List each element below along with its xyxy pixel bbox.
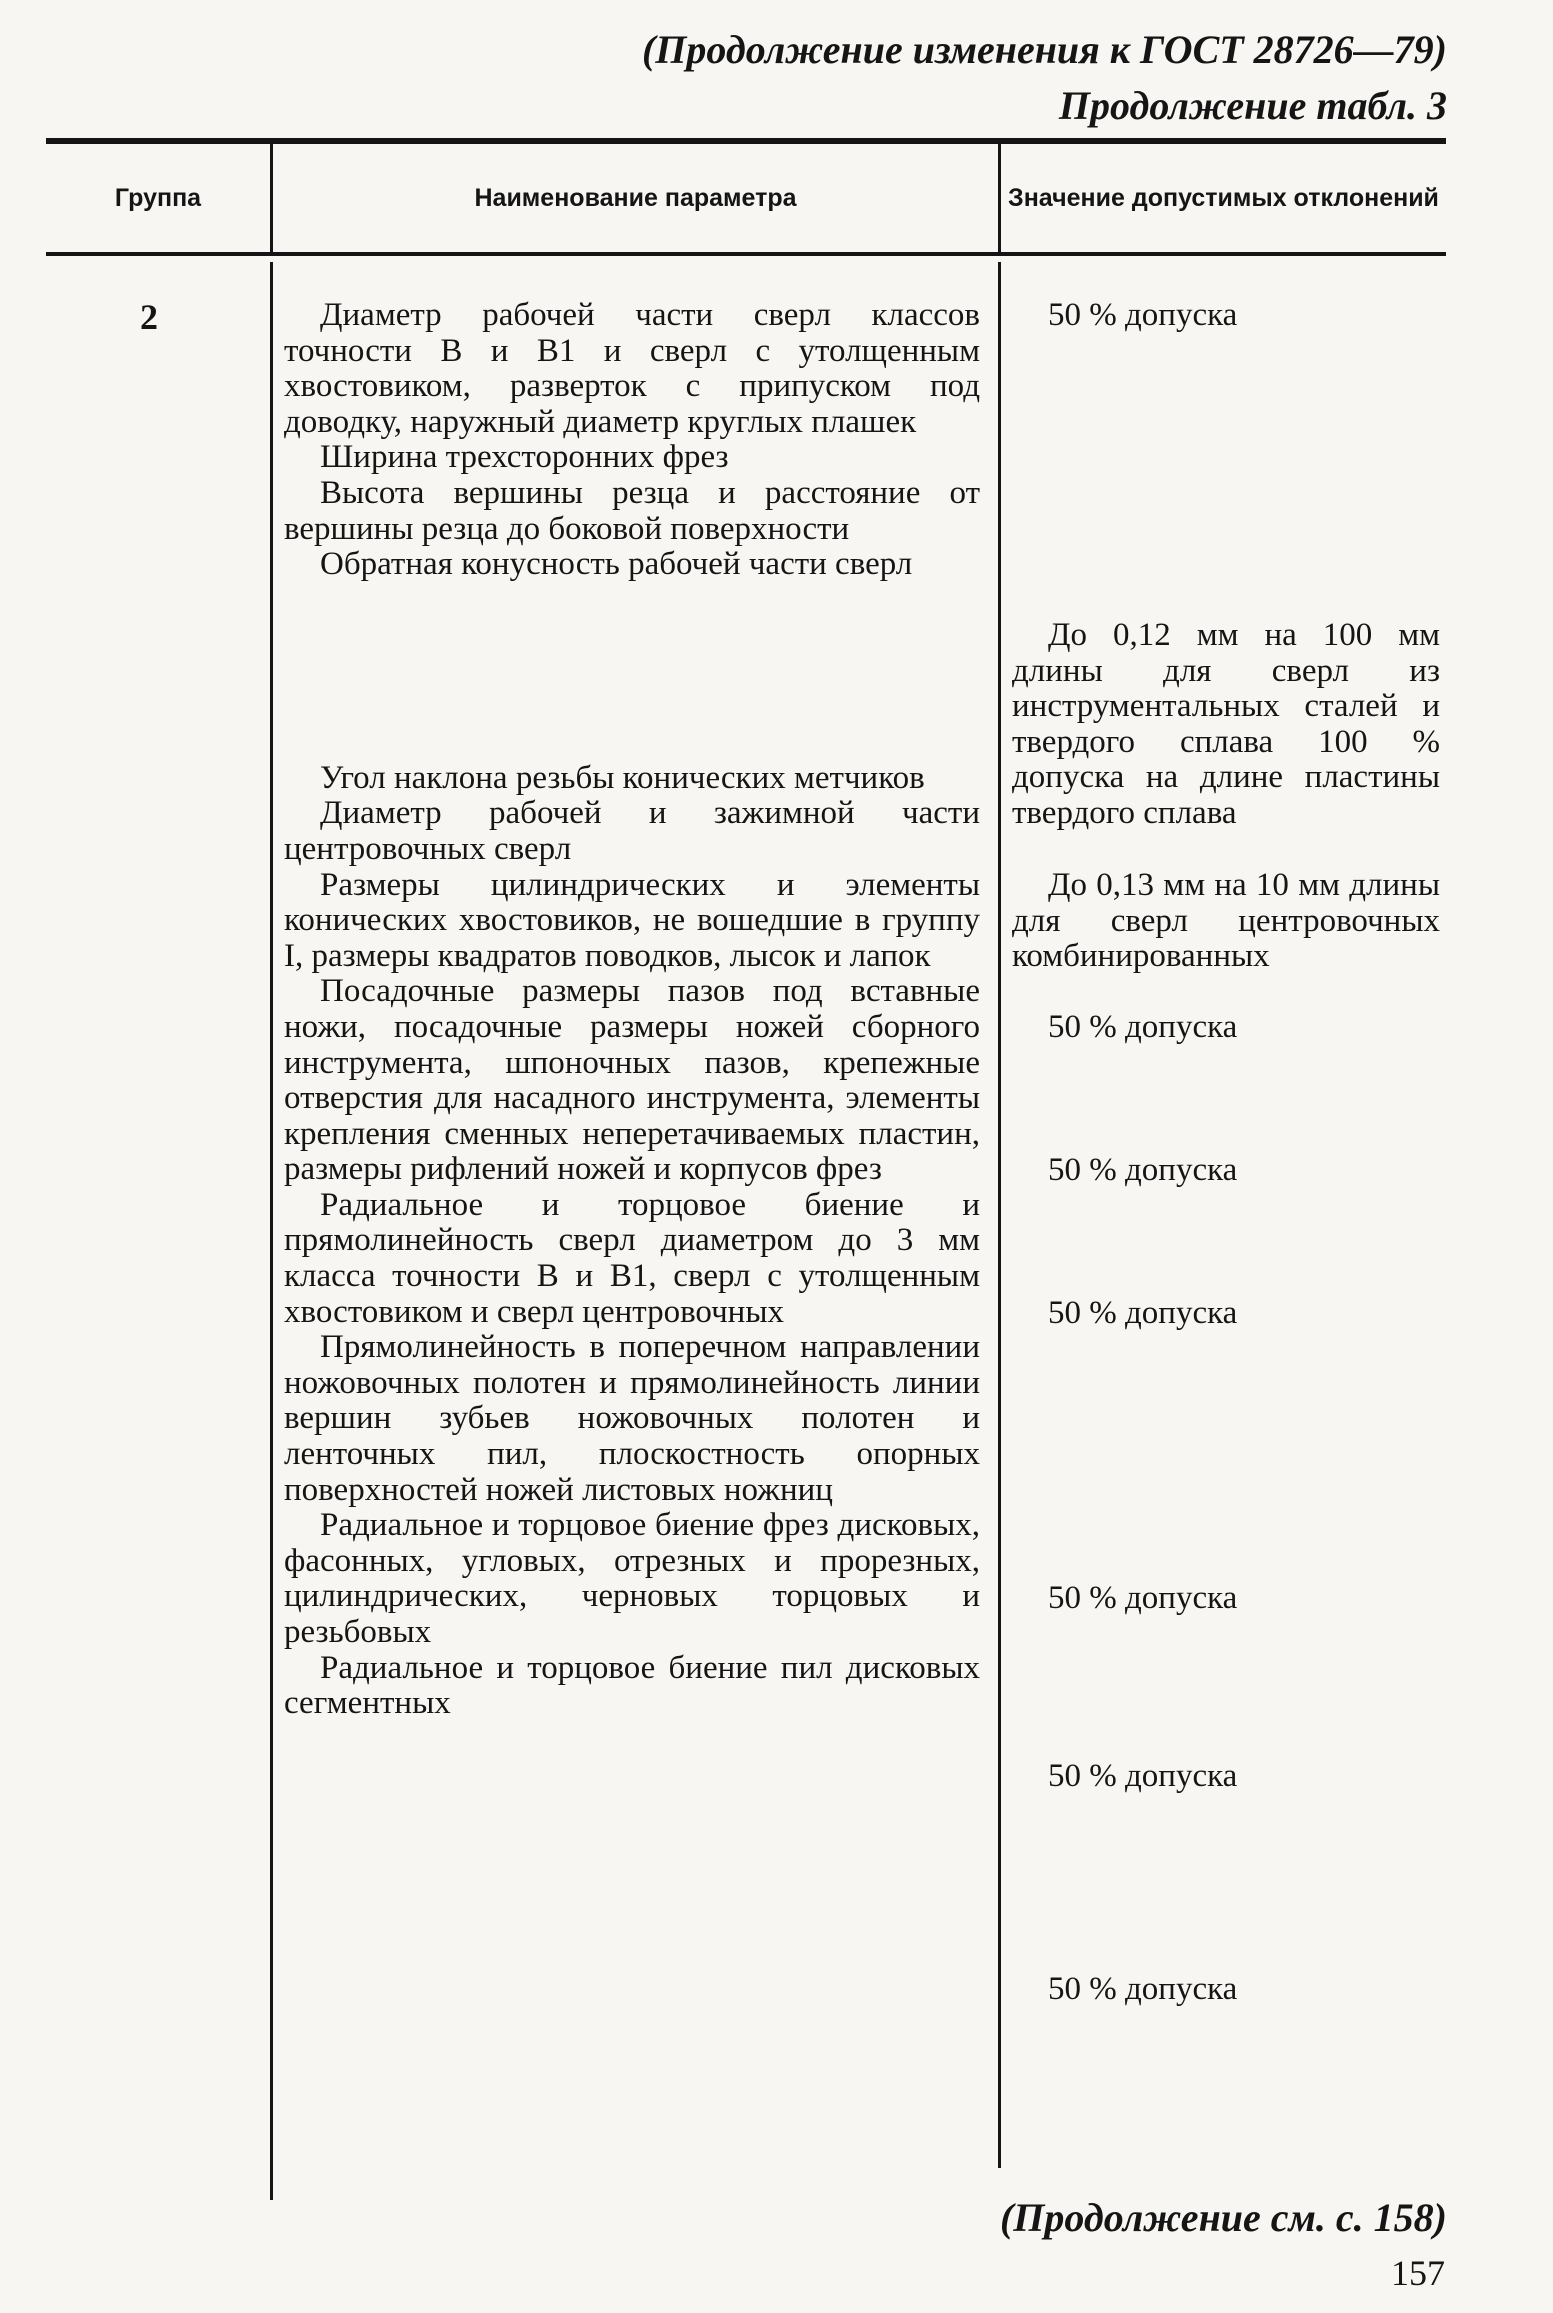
header-table-continuation: Продолжение табл. 3 <box>1058 83 1447 128</box>
parameter-item: Высота вершины резца и расстояние от вершины резца до боковой поверхности <box>284 474 980 547</box>
column-header-value: Значение допустимых отклонений <box>1008 184 1439 212</box>
parameter-item: Радиальное и торцовое биение и прямолинейность сверл диаметром до 3 мм класса точности В и В1, сверл с утолщенным хвостовиком и сверл центровочных <box>284 1186 980 1330</box>
value-item: 50 % допуска <box>1048 1009 1238 1045</box>
parameter-item: Радиальное и торцовое биение пил дисковых сегментных <box>284 1649 980 1722</box>
parameter-item: Прямолинейность в поперечном направлении ножовочных полотен и прямолинейность линии вершин зубьев ножовочных полотен и ленточных пил, плоскостность опорных поверхностей ножей листовых ножниц <box>284 1329 980 1508</box>
parameter-item: Посадочные размеры пазов под вставные ножи, посадочные размеры ножей сборного инструмента, шпоночных пазов, крепежные отверстия для насадного инструмента, элементы крепления сменных неперетачиваемых пластин, размеры рифлений ножей и корпусов фрез <box>284 973 980 1188</box>
header-continuation: (Продолжение изменения к ГОСТ 28726—79) <box>641 27 1447 72</box>
parameter-item: Обратная конусность рабочей части сверл <box>320 546 913 583</box>
value-item: 50 % допуска <box>1048 1152 1238 1188</box>
parameter-item: Диаметр рабочей части сверл классов точности В и В1 и сверл с утолщенным хвостовиком, разверток с припуском под доводку, наружный диаметр круглых плашек <box>284 297 980 440</box>
parameter-item: Ширина трехсторонних фрез <box>320 439 729 476</box>
column-divider <box>998 262 1001 2168</box>
column-header-parameter: Наименование параметра <box>474 184 797 212</box>
parameter-item: Диаметр рабочей и зажимной части центровочных сверл <box>284 795 980 867</box>
parameter-item: Угол наклона резьбы конических метчиков <box>320 759 925 796</box>
group-number: 2 <box>140 297 158 337</box>
footer-continuation: (Продолжение см. с. 158) <box>999 2195 1447 2240</box>
parameter-item: Радиальное и торцовое биение фрез дисковых, фасонных, угловых, отрезных и прорезных, цилиндрических, черновых торцовых и резьбовых <box>284 1507 980 1650</box>
value-item: 50 % допуска <box>1048 1295 1238 1331</box>
parameter-item: Размеры цилиндрических и элементы конических хвостовиков, не вошедшие в группу I, размеры квадратов поводков, лысок и лапок <box>284 866 980 974</box>
value-item: До 0,12 мм на 100 мм длины для сверл из инструментальных сталей и твердого сплава 100 % допуска на длине пластины твердого сплава <box>1012 617 1440 831</box>
value-item: 50 % допуска <box>1048 1580 1238 1616</box>
value-item: До 0,13 мм на 10 мм длины для сверл центровочных комбинированных <box>1012 867 1440 975</box>
value-item: 50 % допуска <box>1048 1971 1238 2007</box>
column-divider <box>270 262 273 2200</box>
value-item: 50 % допуска <box>1048 1758 1238 1794</box>
parameter-column <box>284 298 980 1722</box>
table-rule-header <box>46 252 1446 256</box>
column-header-group: Группа <box>114 184 202 212</box>
value-item: 50 % допуска <box>1048 297 1238 333</box>
page-number: 157 <box>1391 2253 1445 2293</box>
